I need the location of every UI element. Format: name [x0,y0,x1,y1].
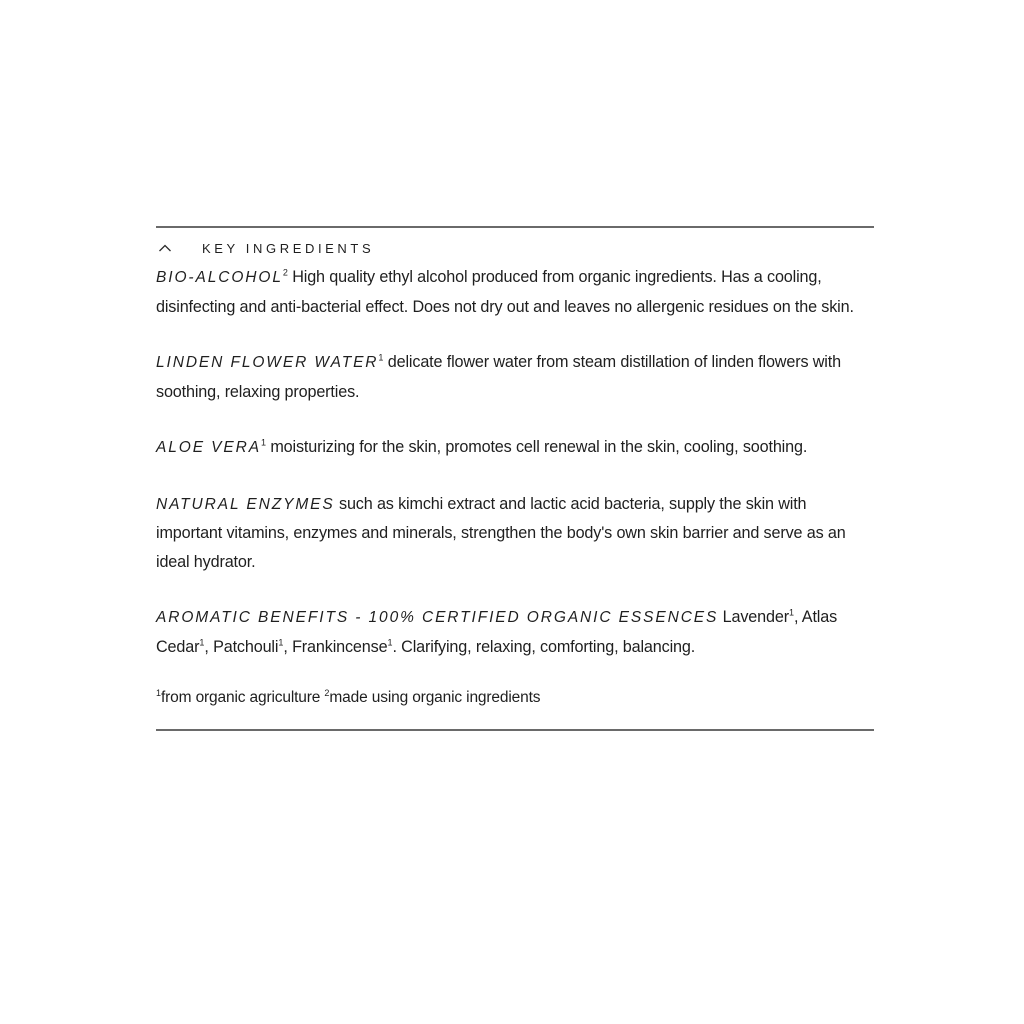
ingredient-name: BIO-ALCOHOL [156,269,283,286]
top-divider [156,226,874,228]
ingredient-item [156,490,874,577]
ingredient-description: High quality ethyl alcohol produced from organic ingredients. Has a cooling, disinfecting and anti-bacterial effect. Does not dry out and leaves no allergenic residues on the skin. [156,268,854,316]
footnote-marker: 2 [324,687,330,698]
punctuation: , [283,637,288,656]
footnote-marker: 1 [278,637,284,648]
ingredient-description: moisturizing for the skin, promotes cell renewal in the skin, cooling, soothing. [270,438,808,456]
ingredient-item [156,433,874,463]
essence-name: Lavender [722,608,789,626]
chevron-up-icon[interactable] [158,241,172,255]
punctuation: . [392,637,397,656]
ingredient-description: delicate flower water from steam distillation of linden flowers with soothing, relaxing properties. [156,353,841,401]
footnote-text: made using organic ingredients [329,689,541,706]
accordion-content [156,263,874,710]
ingredient-name: ALOE VERA [156,439,261,456]
ingredient-item [156,603,874,661]
ingredient-description: Clarifying, relaxing, comforting, balancing. [401,637,696,656]
accordion-title: KEY INGREDIENTS [202,240,375,256]
accordion-header[interactable] [156,229,874,267]
footnote-text: from organic agriculture [161,689,321,706]
punctuation: , [793,608,799,626]
key-ingredients-accordion [156,226,874,731]
footnote-marker: 1 [199,637,205,648]
ingredient-item [156,263,874,321]
ingredient-name: LINDEN FLOWER WATER [156,354,379,371]
footnote-marker: 1 [788,607,794,618]
footnote-marker: 1 [156,687,162,698]
footnote-marker: 1 [387,637,393,648]
essence-name: Patchouli [213,637,279,656]
ingredient-item [156,348,874,406]
footnote-marker: 2 [282,267,288,278]
ingredient-name: NATURAL ENZYMES [156,495,335,513]
essence-name: Atlas Cedar [156,608,838,656]
ingredient-name: AROMATIC BENEFITS - 100% CERTIFIED ORGANIC ESSENCES [156,609,719,626]
footnote-marker: 1 [260,437,266,448]
bottom-divider [156,729,874,731]
punctuation: , [204,637,209,656]
footnote-marker: 1 [378,352,384,363]
essence-name: Frankincense [292,637,388,656]
footnotes [156,686,874,710]
ingredient-description: such as kimchi extract and lactic acid bacteria, supply the skin with important vitamins, enzymes and minerals, strengthen the body's own skin barrier and serve as an ideal hydrator. [156,494,846,571]
